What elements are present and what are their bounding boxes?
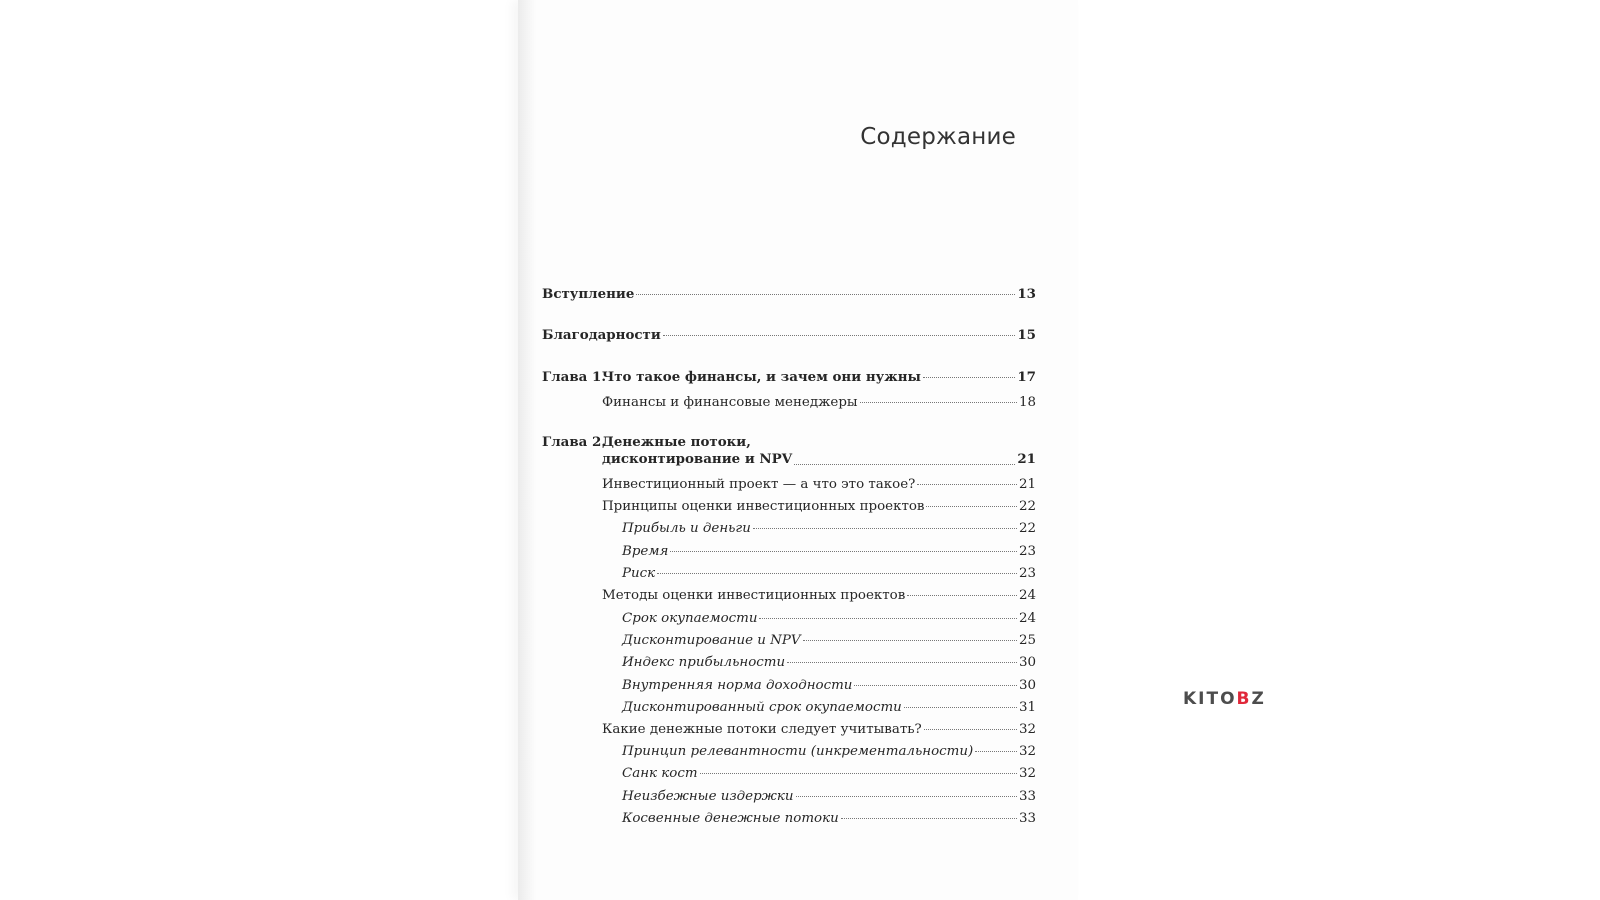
toc-entry-label: Дисконтирование и NPV <box>622 633 801 648</box>
toc-page-number: 33 <box>1018 811 1036 826</box>
toc-subentry <box>542 765 1036 782</box>
dot-leader <box>926 506 1016 507</box>
toc-entry <box>542 394 1036 411</box>
dot-leader <box>794 464 1015 465</box>
toc-entry-chapter-2 <box>542 434 1036 468</box>
dot-leader <box>796 796 1017 797</box>
toc-entry-label-line-2: дисконтирование и NPV <box>602 451 793 467</box>
toc-page-number: 18 <box>1018 395 1036 410</box>
toc-subentry <box>542 543 1036 560</box>
kitobz-watermark-logo: KITOBZ <box>1183 689 1266 709</box>
toc-entry <box>542 476 1036 493</box>
toc-page-number: 23 <box>1018 566 1036 581</box>
toc-entry-label: Время <box>622 544 669 559</box>
toc-entry-label: Благодарности <box>542 327 661 343</box>
toc-entry-label: Инвестиционный проект — а что это такое? <box>602 477 916 492</box>
toc-entry-label: Неизбежные издержки <box>622 789 794 804</box>
toc-page-number: 32 <box>1018 766 1036 781</box>
dot-leader <box>657 573 1017 574</box>
dot-leader <box>841 818 1017 819</box>
toc-page-number: 21 <box>1017 451 1036 467</box>
toc-page-number: 32 <box>1018 722 1036 737</box>
dot-leader <box>636 294 1015 295</box>
book-page <box>518 0 1078 900</box>
toc-entry-label: Финансы и финансовые менеджеры <box>602 395 858 410</box>
toc-page-number: 24 <box>1018 588 1036 603</box>
toc-subentry <box>542 654 1036 671</box>
toc-page-number: 22 <box>1018 521 1036 536</box>
toc-entry <box>542 587 1036 604</box>
dot-leader <box>787 662 1017 663</box>
toc-subentry <box>542 565 1036 582</box>
toc-subentry <box>542 610 1036 627</box>
toc-entry-label: Что такое финансы, и зачем они нужны <box>602 369 921 385</box>
toc-entry-intro <box>542 286 1036 303</box>
toc-entry-label: Косвенные денежные потоки <box>622 811 839 826</box>
dot-leader <box>700 773 1017 774</box>
toc-page-number: 21 <box>1018 477 1036 492</box>
toc-entry-label-line-1: Денежные потоки, <box>602 434 751 450</box>
toc-entry-label: Срок окупаемости <box>622 611 758 626</box>
toc-page-number: 13 <box>1017 286 1036 302</box>
dot-leader <box>860 402 1017 403</box>
toc-entry-label: Внутренняя норма доходности <box>622 678 853 693</box>
toc-entry <box>542 498 1036 515</box>
toc-page-number: 30 <box>1018 678 1036 693</box>
toc-page-number: 31 <box>1018 700 1036 715</box>
toc-entry-label: Индекс прибыльности <box>622 655 786 670</box>
toc-page-number: 22 <box>1018 499 1036 514</box>
toc-page-number: 30 <box>1018 655 1036 670</box>
toc-page-number: 15 <box>1017 327 1036 343</box>
toc-entry <box>542 721 1036 738</box>
toc-entry-label: Какие денежные потоки следует учитывать? <box>602 722 922 737</box>
toc-page-number: 33 <box>1018 789 1036 804</box>
dot-leader <box>670 551 1017 552</box>
toc-subentry <box>542 632 1036 649</box>
toc-subentry <box>542 788 1036 805</box>
dot-leader <box>759 618 1016 619</box>
toc-page-number: 24 <box>1018 611 1036 626</box>
dot-leader <box>803 640 1017 641</box>
page-title: Содержание <box>860 124 1016 150</box>
chapter-number: Глава 1. <box>542 369 606 385</box>
toc-entry-chapter-1 <box>542 369 1036 386</box>
toc-entry-label: Риск <box>622 566 656 581</box>
toc-entry-label: Дисконтированный срок окупаемости <box>622 700 902 715</box>
toc-subentry <box>542 677 1036 694</box>
toc-entry-label: Методы оценки инвестиционных проектов <box>602 588 906 603</box>
dot-leader <box>854 685 1017 686</box>
toc-entry-label: Вступление <box>542 286 635 302</box>
toc-subentry <box>542 810 1036 827</box>
dot-leader <box>753 528 1017 529</box>
toc-entry-acknowledgements <box>542 327 1036 344</box>
dot-leader <box>975 751 1017 752</box>
toc-page-number: 32 <box>1018 744 1036 759</box>
toc-subentry <box>542 743 1036 760</box>
toc-subentry <box>542 520 1036 537</box>
toc-subentry <box>542 699 1036 716</box>
toc-entry-label: Санк кост <box>622 766 698 781</box>
toc-entry-label: Принципы оценки инвестиционных проектов <box>602 499 925 514</box>
dot-leader <box>907 595 1017 596</box>
toc-entry-label: Прибыль и деньги <box>622 521 751 536</box>
chapter-number: Глава 2. <box>542 434 606 450</box>
dot-leader <box>923 377 1015 378</box>
dot-leader <box>904 707 1017 708</box>
dot-leader <box>663 335 1016 336</box>
toc-entry-label: Принцип релевантности (инкрементальности) <box>622 744 974 759</box>
toc-page-number: 23 <box>1018 544 1036 559</box>
toc-page-number: 17 <box>1017 369 1036 385</box>
toc-page-number: 25 <box>1018 633 1036 648</box>
dot-leader <box>924 729 1017 730</box>
dot-leader <box>917 484 1017 485</box>
